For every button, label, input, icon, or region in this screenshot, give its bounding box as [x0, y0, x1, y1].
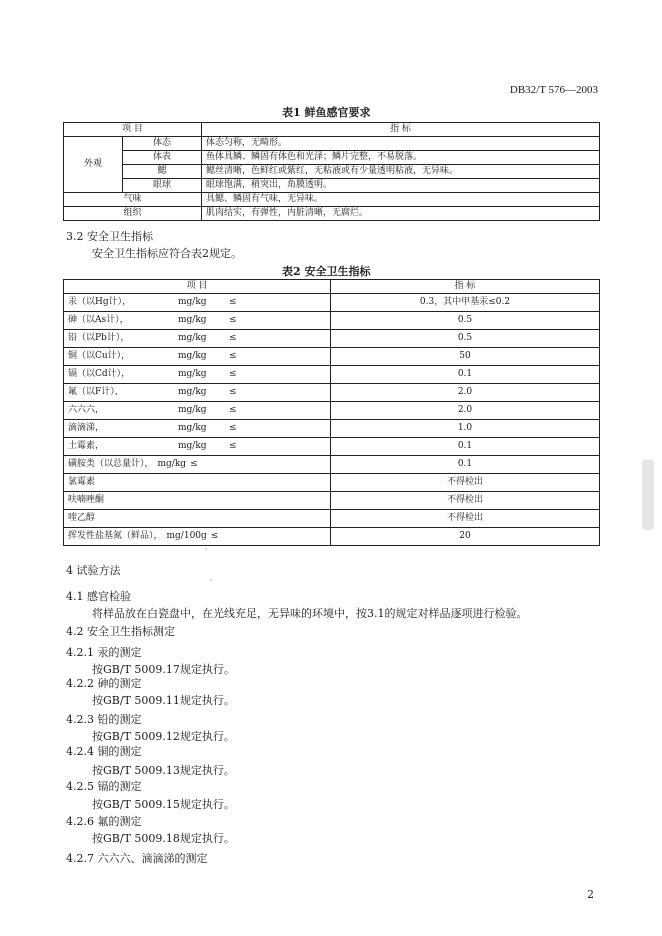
table2-item-operator: ≤	[229, 441, 237, 451]
table1-item: 体表	[123, 151, 202, 165]
table1-item: 鳃	[123, 165, 202, 179]
table2-item-name: 六六六，	[68, 405, 105, 415]
table2-item-name: 汞（以Hg计），	[68, 297, 132, 307]
table2-item-unit: mg/kg	[178, 423, 207, 433]
table1-value: 肌肉结实，有弹性，内脏清晰，无腐烂。	[202, 207, 600, 221]
section-3-2-heading: 3.2 安全卫生指标	[66, 230, 153, 243]
table2-value: 0.1	[331, 456, 600, 474]
section-4-2-4-text: 按GB/T 5009.13规定执行。	[92, 764, 235, 777]
section-4-2-5-heading: 4.2.5 镉的测定	[66, 780, 142, 793]
table-row	[64, 402, 600, 420]
section-4-2-6-heading: 4.2.6 氟的测定	[66, 815, 142, 828]
table2-item-cell	[64, 294, 331, 312]
scan-speck	[210, 579, 212, 581]
table2-item-name: 镉（以Cd计），	[68, 369, 131, 379]
table2-item-unit: mg/kg	[178, 369, 207, 379]
table2-item-operator: ≤	[229, 369, 237, 379]
table2-item-name: 呋喃唑酮	[68, 495, 105, 505]
table2-col-index: 指 标	[331, 280, 600, 294]
table2-item-operator: ≤	[229, 315, 237, 325]
section-4-2-1-text: 按GB/T 5009.17规定执行。	[92, 663, 235, 676]
table2-item-unit: mg/kg	[178, 441, 207, 451]
table2-value: 0.5	[331, 312, 600, 330]
table1-category-appearance: 外观	[64, 137, 123, 193]
table-row	[64, 165, 600, 179]
table-row	[64, 474, 600, 492]
table2-value: 1.0	[331, 420, 600, 438]
table-row	[64, 420, 600, 438]
table2-item-unit: mg/100g	[166, 531, 207, 541]
table-row	[64, 193, 600, 207]
table2-value: 不得检出	[331, 510, 600, 528]
table2-item-operator: ≤	[190, 459, 198, 469]
table-row	[64, 438, 600, 456]
table1-header-row	[64, 123, 600, 137]
section-4-2-3-text: 按GB/T 5009.12规定执行。	[92, 730, 235, 743]
table2-value: 0.1	[331, 366, 600, 384]
table-row	[64, 207, 600, 221]
section-4-2-4-heading: 4.2.4 铜的测定	[66, 745, 142, 758]
table2-header-row	[64, 280, 600, 294]
table2-item-unit: mg/kg	[178, 387, 207, 397]
table2-item-cell	[64, 312, 331, 330]
table1-col-index: 指 标	[202, 123, 600, 137]
table2-item-cell	[64, 348, 331, 366]
table1-item: 气味	[64, 193, 202, 207]
table2-value: 20	[331, 528, 600, 546]
page-number: 2	[587, 888, 594, 901]
table-row	[64, 179, 600, 193]
table2-item-cell	[64, 402, 331, 420]
scan-speck	[205, 548, 207, 550]
table2-item-cell	[64, 330, 331, 348]
table2-item-operator: ≤	[229, 297, 237, 307]
table2-item-unit: mg/kg	[178, 333, 207, 343]
table2-item-operator: ≤	[229, 405, 237, 415]
table2-item-cell	[64, 510, 331, 528]
table-row	[64, 294, 600, 312]
section-4-2-1-heading: 4.2.1 汞的测定	[66, 646, 142, 659]
table2-item-operator: ≤	[229, 387, 237, 397]
section-3-2-text: 安全卫生指标应符合表2规定。	[92, 247, 242, 260]
table2-item-cell	[64, 366, 331, 384]
table2-item-cell	[64, 474, 331, 492]
table2-item-cell	[64, 492, 331, 510]
table2-item-unit: mg/kg	[178, 297, 207, 307]
table2-item-name: 氯霉素	[68, 477, 96, 487]
table1-item: 眼球	[123, 179, 202, 193]
table2-value: 2.0	[331, 402, 600, 420]
section-4-2-6-text: 按GB/T 5009.18规定执行。	[92, 832, 235, 845]
table2-item-operator: ≤	[210, 531, 219, 541]
table-row	[64, 366, 600, 384]
table2-item-cell	[64, 420, 331, 438]
table2-item-name: 砷（以As计），	[68, 315, 129, 325]
table2-item-cell	[64, 438, 331, 456]
table2-item-operator: ≤	[229, 423, 237, 433]
table2-value: 2.0	[331, 384, 600, 402]
table2-value: 0.5	[331, 330, 600, 348]
section-4-1-heading: 4.1 感官检验	[66, 590, 131, 603]
table1-value: 鱼体具鳞、鳞固有体色和光泽；鳞片完整，不易脱落。	[202, 151, 600, 165]
section-4-2-3-heading: 4.2.3 铅的测定	[66, 713, 142, 726]
table-row	[64, 528, 600, 546]
standard-code: DB32/T 576—2003	[509, 84, 598, 96]
scan-smudge	[642, 460, 654, 530]
section-4-2-2-text: 按GB/T 5009.11规定执行。	[92, 694, 235, 707]
table2-item-operator: ≤	[229, 351, 237, 361]
table-row	[64, 384, 600, 402]
table2-item-name: 滴滴涕，	[68, 423, 105, 433]
table1-sensory-requirements	[63, 122, 600, 221]
table2-item-name: 磺胺类（以总量计），	[68, 459, 154, 469]
table2-item-cell	[64, 528, 331, 546]
table2-value: 50	[331, 348, 600, 366]
table2-item-unit: mg/kg	[178, 315, 207, 325]
table2-item-name: 铜（以Cu计），	[68, 351, 131, 361]
table2-item-name: 土霉素，	[68, 441, 105, 451]
section-4-1-text: 将样品放在白瓷盘中，在光线充足，无异味的环境中，按3.1的规定对样品逐项进行检验。	[92, 607, 528, 620]
table-row	[64, 492, 600, 510]
table2-item-name: 挥发性盐基氮（鲜品），	[68, 531, 163, 541]
table1-value: 鳃丝清晰，色鲜红或紫红，无粘液或有少量透明粘液，无异味。	[202, 165, 600, 179]
table-row	[64, 312, 600, 330]
table2-item-unit: mg/kg	[178, 351, 207, 361]
table-row	[64, 151, 600, 165]
table2-item-name: 氟（以F计），	[68, 387, 124, 397]
section-4-2-2-heading: 4.2.2 砷的测定	[66, 677, 142, 690]
table1-item: 组织	[64, 207, 202, 221]
table1-item: 体态	[123, 137, 202, 151]
table2-value: 0.1	[331, 438, 600, 456]
table2-item-cell	[64, 384, 331, 402]
table-row	[64, 510, 600, 528]
table2-item-cell	[64, 456, 331, 474]
table2-item-operator: ≤	[229, 333, 237, 343]
table1-value: 具鳃、鳞固有气味，无异味。	[202, 193, 600, 207]
table2-item-unit: mg/kg	[178, 405, 207, 415]
table1-value: 眼球饱满，稍突出，角膜透明。	[202, 179, 600, 193]
table-row	[64, 137, 600, 151]
table2-value: 0.3，其中甲基汞≤0.2	[331, 294, 600, 312]
section-4-2-7-heading: 4.2.7 六六六、滴滴涕的测定	[66, 852, 208, 865]
table-row	[64, 330, 600, 348]
table2-col-item: 项 目	[64, 280, 331, 294]
table2-value: 不得检出	[331, 492, 600, 510]
table1-value: 体态匀称，无畸形。	[202, 137, 600, 151]
table1-caption: 表1 鲜鱼感官要求	[282, 106, 371, 119]
table-row	[64, 456, 600, 474]
table-row	[64, 348, 600, 366]
table2-caption: 表2 安全卫生指标	[282, 265, 371, 278]
table2-item-name: 喹乙醇	[68, 513, 96, 523]
section-4-2-heading: 4.2 安全卫生指标测定	[66, 625, 175, 638]
table2-item-name: 铅（以Pb计），	[68, 333, 130, 343]
section-4-heading: 4 试验方法	[66, 564, 121, 577]
table2-safety-hygiene-indices	[63, 279, 600, 546]
table2-value: 不得检出	[331, 474, 600, 492]
table1-col-item: 项 目	[64, 123, 202, 137]
table2-item-unit: mg/kg	[157, 459, 187, 469]
section-4-2-5-text: 按GB/T 5009.15规定执行。	[92, 798, 235, 811]
